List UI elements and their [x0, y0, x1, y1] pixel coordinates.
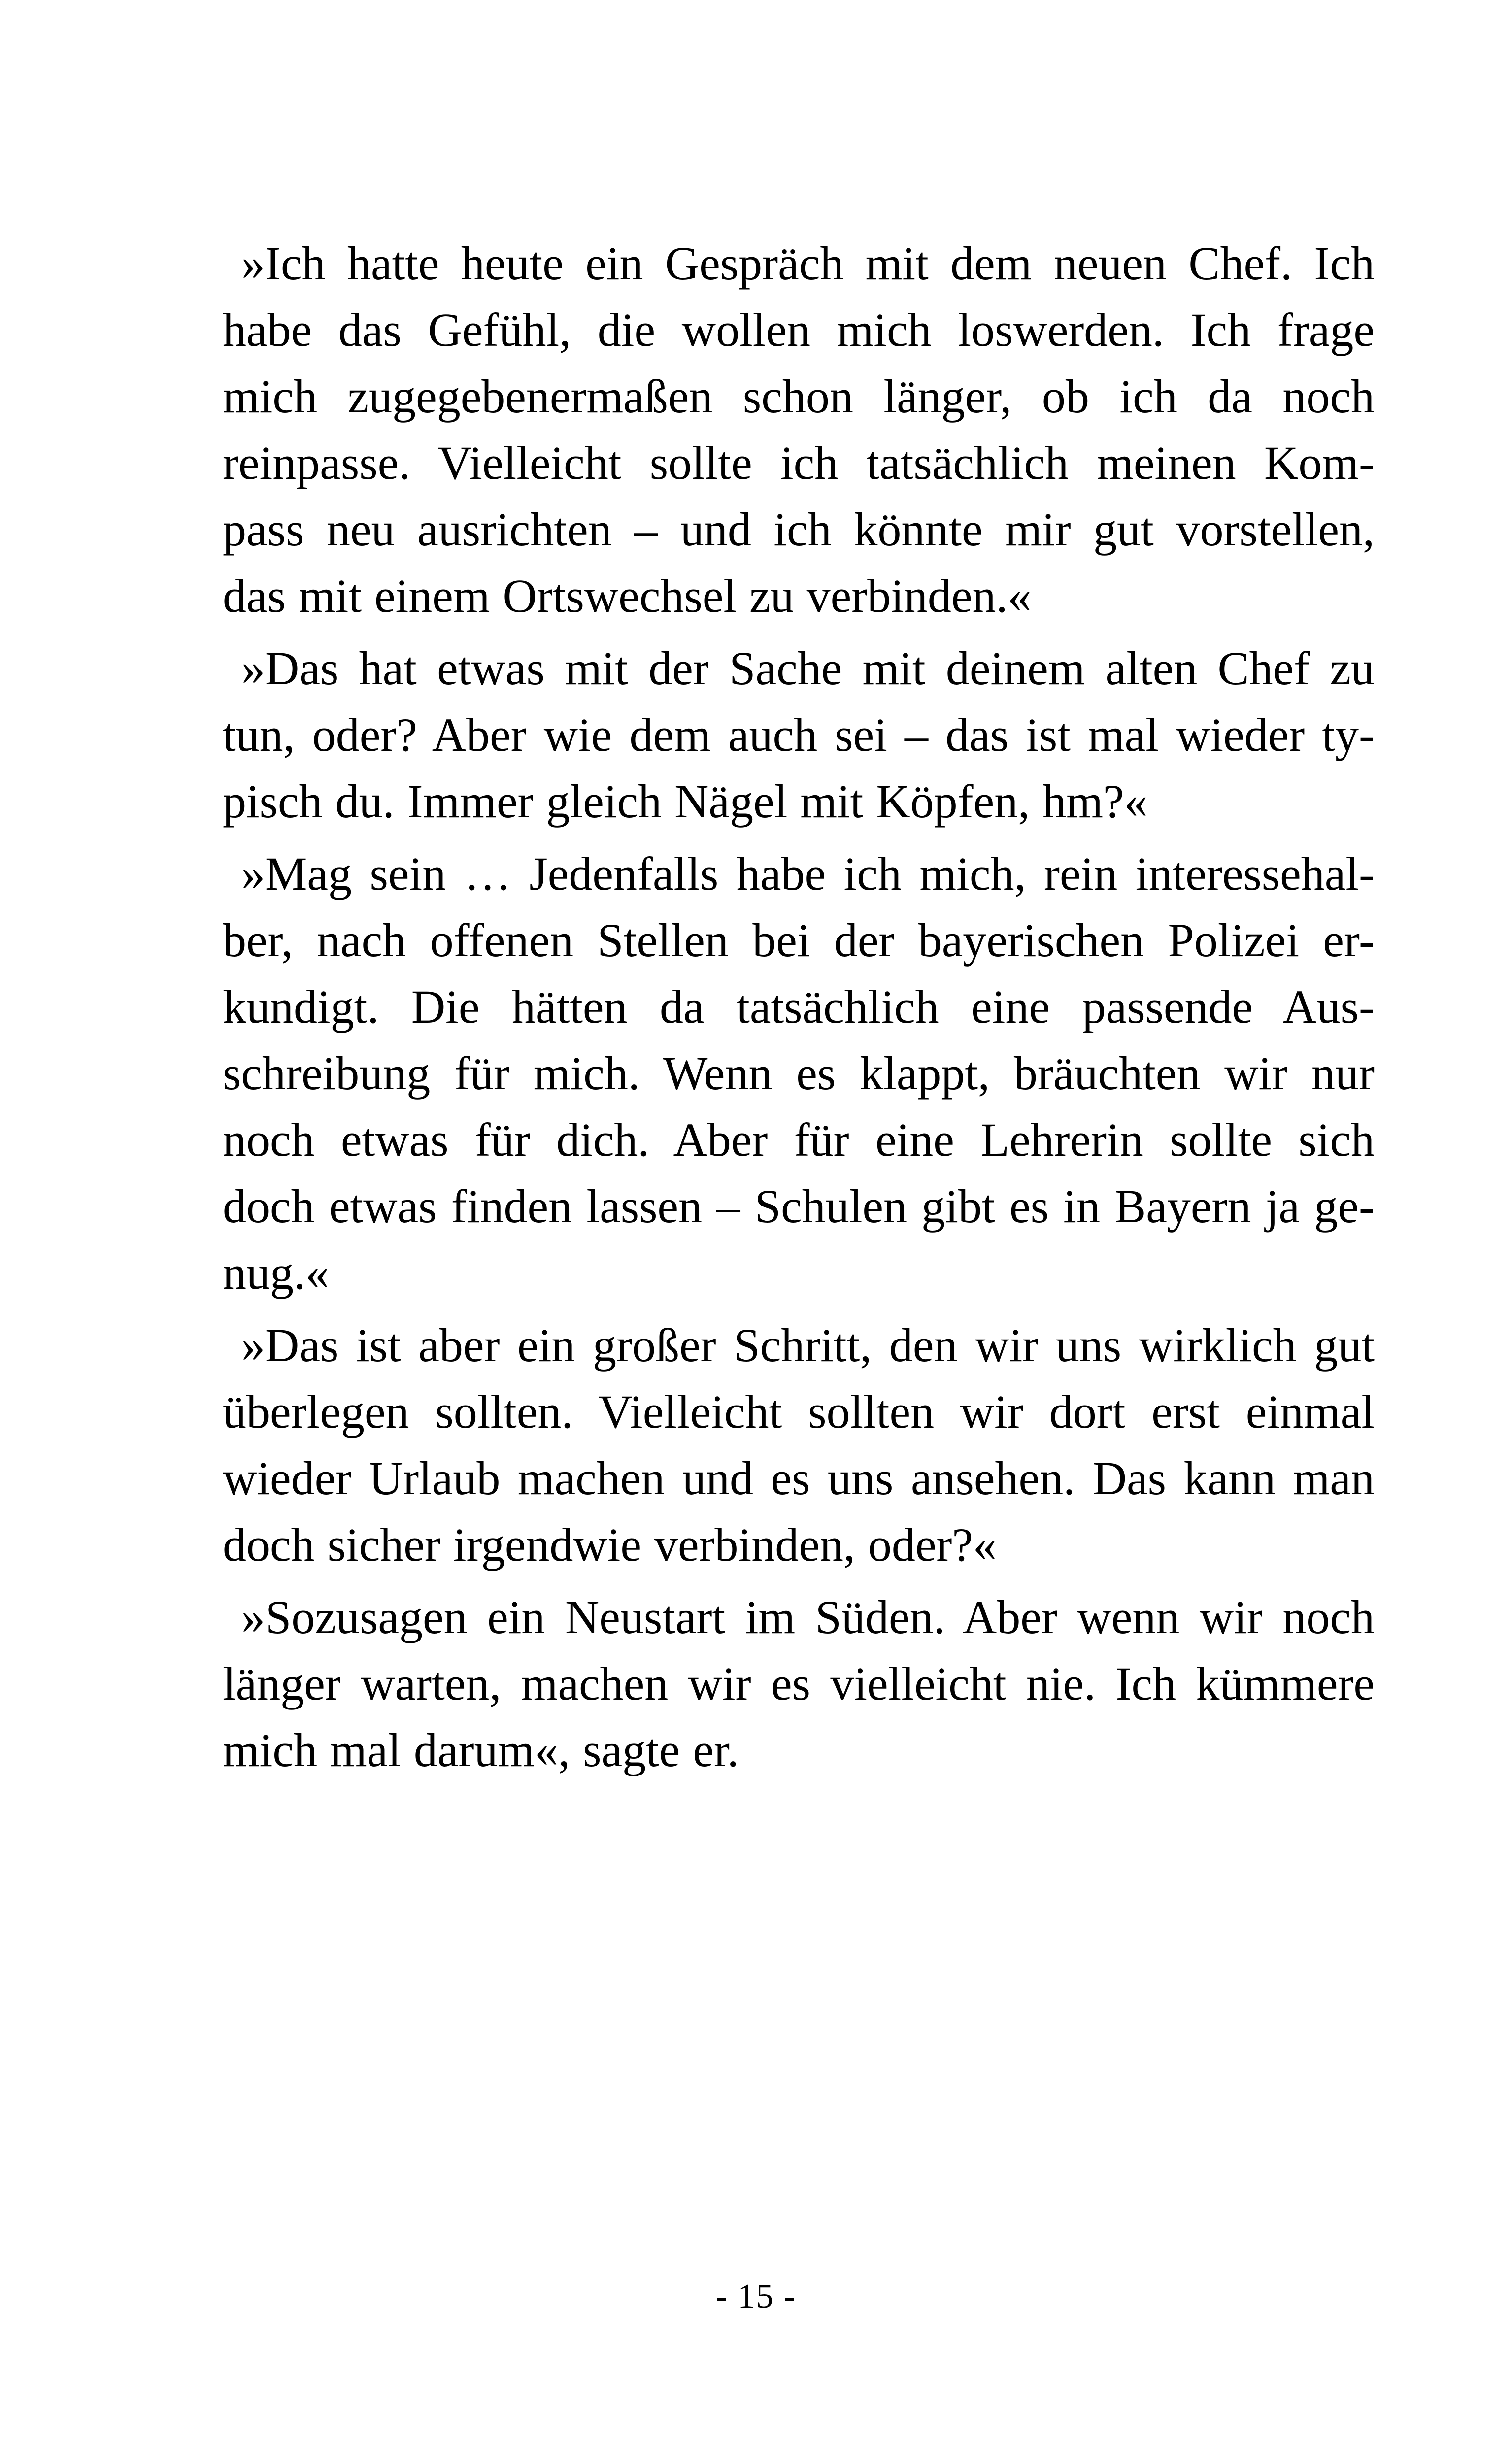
text-line: mich mal darum«, sagte er.	[223, 1724, 739, 1776]
page-number: - 15 -	[715, 2278, 797, 2315]
text-line: »Mag sein … Jedenfalls habe ich mich, rein interessehal-	[241, 847, 1375, 900]
text-line: kundigt. Die hätten da tatsächlich eine passende Aus-	[223, 980, 1375, 1033]
text-line: schreibung für mich. Wenn es klappt, bräuchten wir nur	[223, 1047, 1375, 1100]
text-line: nug.«	[223, 1246, 329, 1299]
text-line: tun, oder? Aber wie dem auch sei – das ist mal wieder ty-	[223, 708, 1375, 761]
paragraph	[223, 230, 1375, 629]
text-line: länger warten, machen wir es vielleicht nie. Ich kümmere	[223, 1657, 1375, 1710]
text-line: ber, nach offenen Stellen bei der bayerischen Polizei er-	[223, 914, 1375, 967]
text-block	[223, 230, 1375, 1783]
text-line: noch etwas für dich. Aber für eine Lehrerin sollte sich	[223, 1113, 1375, 1166]
text-line: »Das ist aber ein großer Schritt, den wir uns wirklich gut	[241, 1319, 1375, 1372]
text-line: »Sozusagen ein Neustart im Süden. Aber wenn wir noch	[241, 1591, 1375, 1643]
text-line: mich zugegebenermaßen schon länger, ob ich da noch	[223, 370, 1375, 423]
text-line: doch etwas finden lassen – Schulen gibt es in Bayern ja ge-	[223, 1180, 1375, 1233]
paragraph	[223, 635, 1375, 835]
text-line: doch sicher irgendwie verbinden, oder?«	[223, 1518, 997, 1571]
text-line: pisch du. Immer gleich Nägel mit Köpfen, hm?«	[223, 775, 1148, 828]
text-line: das mit einem Ortswechsel zu verbinden.«	[223, 569, 1032, 622]
text-line: habe das Gefühl, die wollen mich loswerden. Ich frage	[223, 303, 1375, 356]
text-line: wieder Urlaub machen und es uns ansehen. Das kann man	[223, 1452, 1375, 1505]
text-line: »Ich hatte heute ein Gespräch mit dem neuen Chef. Ich	[241, 237, 1375, 290]
paragraph	[223, 840, 1375, 1306]
text-line: reinpasse. Vielleicht sollte ich tatsächlich meinen Kom-	[223, 436, 1375, 489]
paragraph	[223, 1312, 1375, 1578]
text-line: überlegen sollten. Vielleicht sollten wir dort erst einmal	[223, 1385, 1375, 1438]
text-line: pass neu ausrichten – und ich könnte mir gut vorstellen,	[223, 503, 1375, 556]
text-line: »Das hat etwas mit der Sache mit deinem alten Chef zu	[241, 642, 1375, 695]
paragraph	[223, 1584, 1375, 1783]
